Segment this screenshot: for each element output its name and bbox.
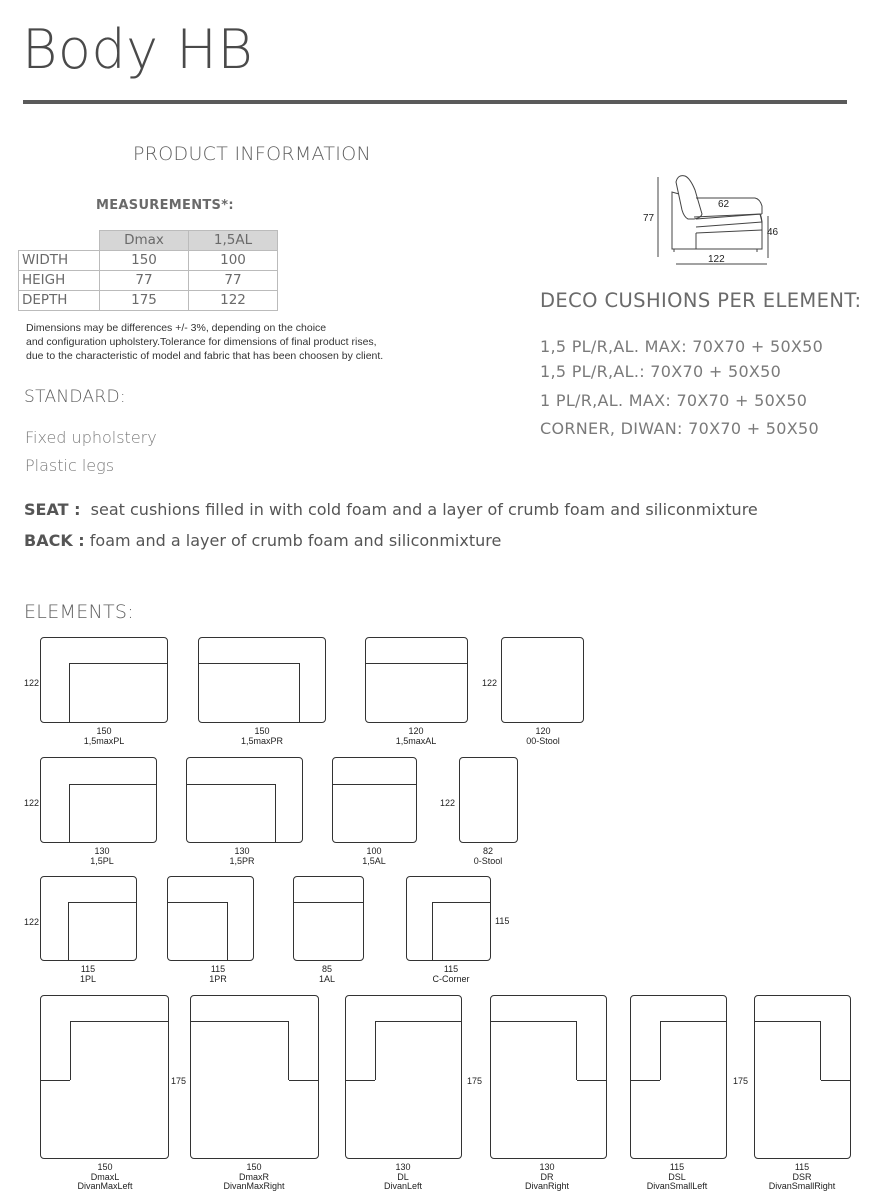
element-1-5PL — [40, 757, 157, 843]
profile-seat-depth: 62 — [718, 199, 730, 210]
table-row — [19, 251, 278, 271]
row-depth-label: 122 — [24, 678, 40, 688]
element-caption: 85 1AL — [318, 964, 335, 984]
element-caption: 130 1,5PR — [229, 846, 255, 866]
row-depth-label: 122 — [24, 798, 40, 808]
element-dmaxL — [40, 995, 169, 1159]
row-label: HEIGH — [19, 271, 100, 291]
divan-depth-label: 175 — [171, 1076, 187, 1086]
standard-item: Plastic legs — [25, 456, 115, 475]
element-dmaxR — [190, 995, 319, 1159]
cell-value: 122 — [189, 291, 278, 311]
cell-value: 175 — [100, 291, 189, 311]
element-caption: 150 1,5maxPR — [240, 726, 284, 746]
stool-depth-label: 122 — [440, 798, 456, 808]
element-1AL — [293, 876, 364, 961]
table-row — [19, 271, 278, 291]
column-header: Dmax — [100, 231, 189, 251]
seat-label: SEAT : — [24, 500, 81, 519]
back-spec — [24, 531, 501, 550]
title-divider — [23, 100, 847, 104]
side-profile-drawing — [643, 170, 780, 270]
deco-item: 1,5 PL/R,AL. MAX: 70X70 + 50X50 — [540, 337, 824, 356]
element-DSR — [754, 995, 851, 1159]
cell-value: 150 — [100, 251, 189, 271]
element-caption: 115 1PL — [79, 964, 96, 984]
tolerance-note: Dimensions may be differences +/- 3%, depending on the choice and configuration upholstery.Tolerance for dimensions of final product rises, due to the characteristic of model and fabric that has been choosen by client. — [26, 322, 384, 362]
column-header: 1,5AL — [189, 231, 278, 251]
element-caption: 115 DSL DivanSmallLeft — [646, 1162, 708, 1191]
element-caption: 115 DSR DivanSmallRight — [768, 1162, 836, 1191]
element-1-5maxPR — [198, 637, 326, 723]
profile-depth: 122 — [708, 254, 725, 265]
standard-item: Fixed upholstery — [25, 428, 157, 447]
deco-cushions-heading: DECO CUSHIONS PER ELEMENT: — [540, 289, 862, 312]
seat-text: seat cushions filled in with cold foam and a layer of crumb foam and siliconmixture — [90, 500, 758, 519]
stool-depth-label: 122 — [482, 678, 498, 688]
section-title: PRODUCT INFORMATION — [133, 143, 371, 165]
element-DSL — [630, 995, 727, 1159]
element-caption: 130 1,5PL — [90, 846, 114, 866]
element-DL — [345, 995, 462, 1159]
deco-item: CORNER, DIWAN: 70X70 + 50X50 — [540, 419, 819, 438]
row-depth-label: 122 — [24, 917, 40, 927]
element-caption: 150 DmaxR DivanMaxRight — [223, 1162, 285, 1191]
page-title: Body HB — [22, 18, 254, 81]
divan-depth-label: 175 — [733, 1076, 749, 1086]
element-00-stool — [501, 637, 584, 723]
cell-value: 77 — [100, 271, 189, 291]
element-caption: 150 1,5maxPL — [83, 726, 125, 746]
corner-depth-label: 115 — [495, 916, 510, 926]
cell-value: 77 — [189, 271, 278, 291]
back-text: foam and a layer of crumb foam and siliconmixture — [89, 531, 502, 550]
element-1-5PR — [186, 757, 303, 843]
deco-item: 1,5 PL/R,AL.: 70X70 + 50X50 — [540, 362, 782, 381]
element-1-5maxPL — [40, 637, 168, 723]
measurements-table — [18, 230, 278, 311]
element-1PR — [167, 876, 254, 961]
divan-depth-label: 175 — [467, 1076, 483, 1086]
element-caption: 115 1PR — [209, 964, 227, 984]
deco-item: 1 PL/R,AL. MAX: 70X70 + 50X50 — [540, 391, 808, 410]
element-caption: 100 1,5AL — [362, 846, 386, 866]
element-caption: 120 1,5maxAL — [395, 726, 437, 746]
element-0-stool — [459, 757, 518, 843]
profile-seat-height: 46 — [767, 227, 779, 238]
element-DR — [490, 995, 607, 1159]
element-1PL — [40, 876, 137, 961]
cell-value: 100 — [189, 251, 278, 271]
row-label: DEPTH — [19, 291, 100, 311]
measurements-heading: MEASUREMENTS*: — [96, 198, 234, 213]
element-caption: 115 C-Corner — [432, 964, 470, 984]
element-caption: 82 0-Stool — [473, 846, 503, 866]
profile-height: 77 — [643, 213, 655, 224]
back-label: BACK : — [24, 531, 85, 550]
row-label: WIDTH — [19, 251, 100, 271]
element-c-corner — [406, 876, 491, 961]
element-1-5AL — [332, 757, 417, 843]
standard-heading: STANDARD: — [24, 387, 126, 407]
elements-heading: ELEMENTS: — [24, 601, 134, 623]
element-caption: 120 00-Stool — [526, 726, 560, 746]
element-caption: 150 DmaxL DivanMaxLeft — [77, 1162, 133, 1191]
table-row — [19, 291, 278, 311]
element-1-5maxAL — [365, 637, 468, 723]
element-caption: 130 DL DivanLeft — [383, 1162, 423, 1191]
element-caption: 130 DR DivanRight — [524, 1162, 570, 1191]
seat-spec — [24, 500, 758, 519]
